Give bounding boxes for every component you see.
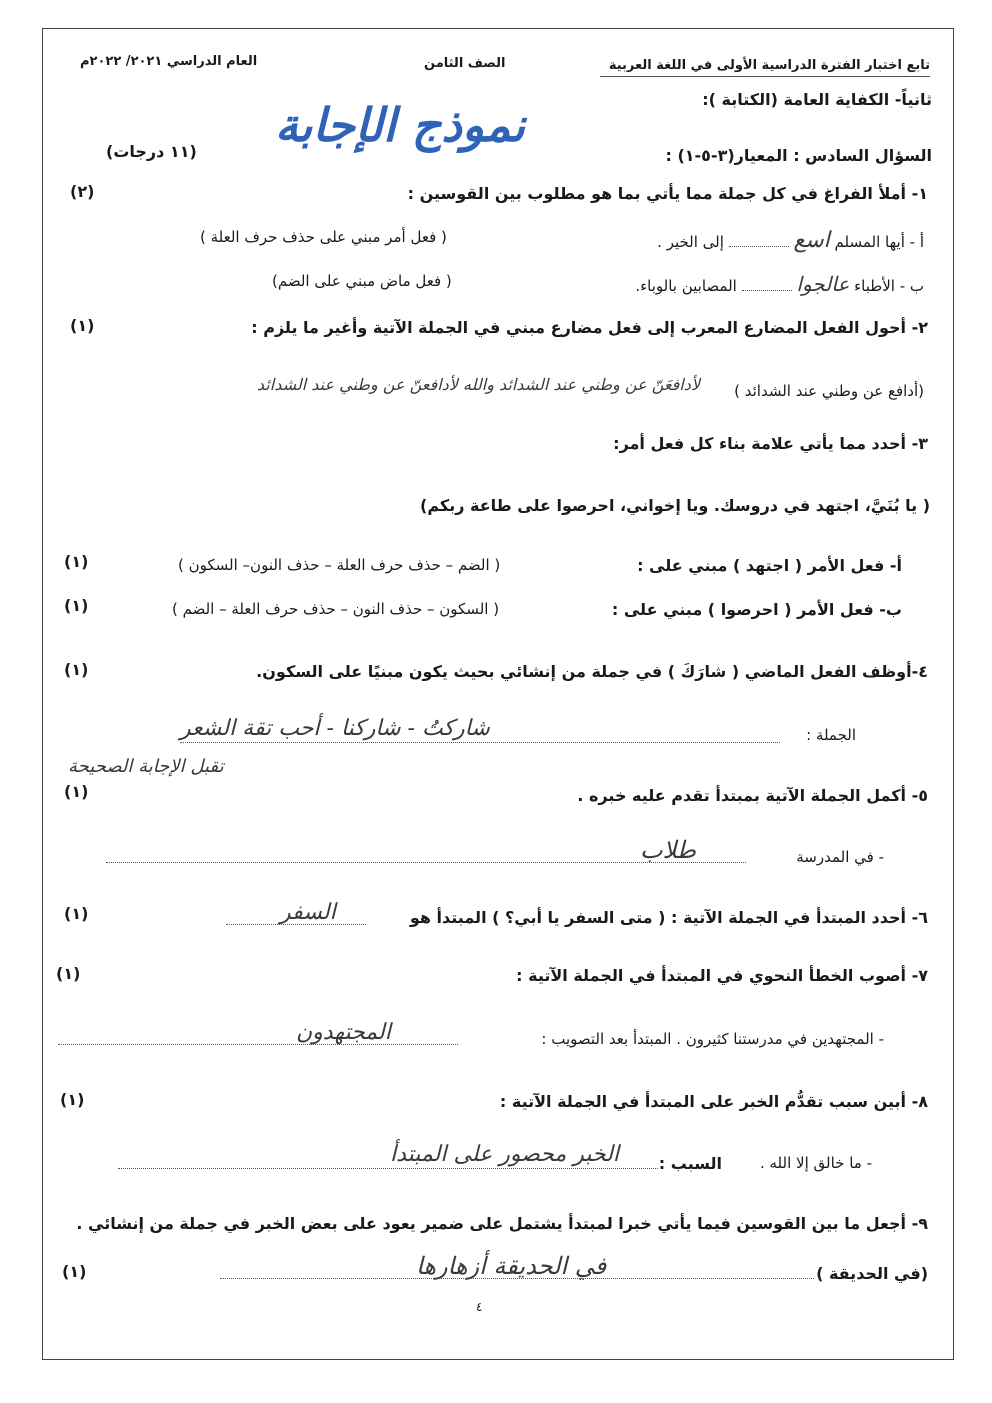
q9-dots	[220, 1278, 814, 1279]
q6-dots	[226, 924, 366, 925]
q3b-text: ب- فعل الأمر ( احرصوا ) مبني على :	[611, 600, 902, 619]
question-header: السؤال السادس : المعيار(٣-٥-١) :	[665, 146, 932, 165]
q3b-options: ( السكون – حذف النون – حذف حرف العلة – الضم )	[172, 600, 500, 618]
q1a-line	[657, 228, 924, 253]
q3a-text: أ- فعل الأمر ( اجتهد ) مبني على :	[637, 556, 902, 575]
q8-answer: الخبر محصور على المبتدأ	[390, 1142, 620, 1167]
q9-sentence: (في الحديقة )	[816, 1264, 928, 1283]
q1a-answer: اسع	[793, 228, 830, 253]
q1b-hint: ( فعل ماض مبني على الضم)	[272, 272, 452, 290]
q4-marks: (١)	[64, 660, 89, 679]
q1b-answer: عالجوا	[796, 272, 850, 296]
section-title: ثانياً- الكفاية العامة (الكتابة ):	[702, 90, 932, 109]
q4-answer: شاركتُ - شاركنا - أحب تقة الشعر	[180, 716, 490, 741]
q8-prompt: ٨- أبين سبب تقدُّم الخبر على المبتدأ في الجملة الآتية :	[499, 1092, 928, 1111]
q3-sentence: ( يا بُنَيَّ، اجتهد في دروسك. ويا إخواني، احرصوا على طاعة ربكم)	[420, 496, 930, 515]
q5-dots	[106, 862, 746, 863]
q1-marks: (٢)	[70, 182, 95, 201]
q9-marks: (١)	[62, 1262, 87, 1281]
grade-label: الصف الثامن	[424, 56, 506, 71]
q3a-options: ( الضم – حذف حرف العلة – حذف النون– السكون )	[178, 556, 501, 574]
q4-prompt: ٤-أوظف الفعل الماضي ( شارَكَ ) في جملة من إنشائي بحيث يكون مبنيًا على السكون.	[256, 662, 928, 681]
q1b-before: ب - الأطباء	[854, 277, 924, 295]
q8-dots	[118, 1168, 658, 1169]
q9-answer: في الحديقة أزهارها	[416, 1252, 607, 1280]
page-number: ٤	[476, 1300, 483, 1314]
q7-dots	[58, 1044, 458, 1045]
q6-answer: السفر	[280, 900, 336, 925]
q6-prompt: ٦- أحدد المبتدأ في الجملة الآتية : ( متى السفر يا أبي؟ ) المبتدأ هو	[409, 908, 928, 927]
q1b-line	[635, 272, 924, 296]
q4-note: تقبل الإجابة الصحيحة	[68, 756, 224, 777]
q5-answer: طلاب	[640, 836, 697, 864]
q7-sentence: - المجتهدين في مدرستنا كثيرون . المبتدأ بعد التصويب :	[541, 1030, 884, 1048]
exam-title: تابع اختبار الفترة الدراسية الأولى في اللغة العربية	[608, 58, 930, 73]
q7-marks: (١)	[56, 964, 81, 983]
q8-marks: (١)	[60, 1090, 85, 1109]
q1b-after: المصابين بالوباء.	[635, 277, 737, 295]
q7-prompt: ٧- أصوب الخطأ النحوي في المبتدأ في الجملة الآتية :	[516, 966, 928, 985]
q2-prompt: ٢- أحول الفعل المضارع المعرب إلى فعل مضارع مبني في الجملة الآتية وأغير ما يلزم :	[251, 318, 928, 337]
answer-key-stamp: نموذج الإجابة	[275, 98, 526, 152]
q2-answer: لأدافعَنّ عن وطني عند الشدائد والله لأدافعنّ عن وطني عند الشدائد	[256, 375, 700, 394]
total-marks: (١١ درجات)	[106, 142, 197, 161]
q1a-before: أ - أيها المسلم	[834, 233, 924, 251]
q1a-dots	[729, 232, 789, 247]
q3-prompt: ٣- أحدد مما يأتي علامة بناء كل فعل أمر:	[613, 434, 928, 453]
q1a-hint: ( فعل أمر مبني على حذف حرف العلة )	[200, 228, 447, 246]
header-underline	[600, 76, 930, 77]
q3b-marks: (١)	[64, 596, 89, 615]
q1-prompt: ١- أملأ الفراغ في كل جملة مما يأتي بما هو مطلوب بين القوسين :	[407, 184, 928, 203]
q6-marks: (١)	[64, 904, 89, 923]
q2-sentence: (أدافع عن وطني عند الشدائد )	[734, 382, 924, 400]
q1a-after: إلى الخير .	[657, 233, 724, 251]
q9-prompt: ٩- أجعل ما بين القوسين فيما يأتي خبرا لمبتدأ يشتمل على ضمير يعود على بعض الخبر في جملة من إنشائي .	[76, 1214, 928, 1233]
q4-dots	[180, 742, 780, 743]
q8-sentence: - ما خالق إلا الله .	[759, 1154, 872, 1172]
q3a-marks: (١)	[64, 552, 89, 571]
q2-marks: (١)	[70, 316, 95, 335]
q8-label: السبب :	[658, 1154, 722, 1173]
q4-label: الجملة :	[806, 726, 856, 744]
q7-answer: المجتهدون	[296, 1020, 391, 1045]
school-year: العام الدراسي ٢٠٢١/ ٢٠٢٢م	[80, 54, 258, 69]
q1b-dots	[742, 276, 792, 291]
q5-prompt: ٥- أكمل الجملة الآتية بمبتدأ تقدم عليه خبره .	[577, 786, 928, 805]
q5-before: - في المدرسة	[796, 848, 884, 866]
q5-marks: (١)	[64, 782, 89, 801]
